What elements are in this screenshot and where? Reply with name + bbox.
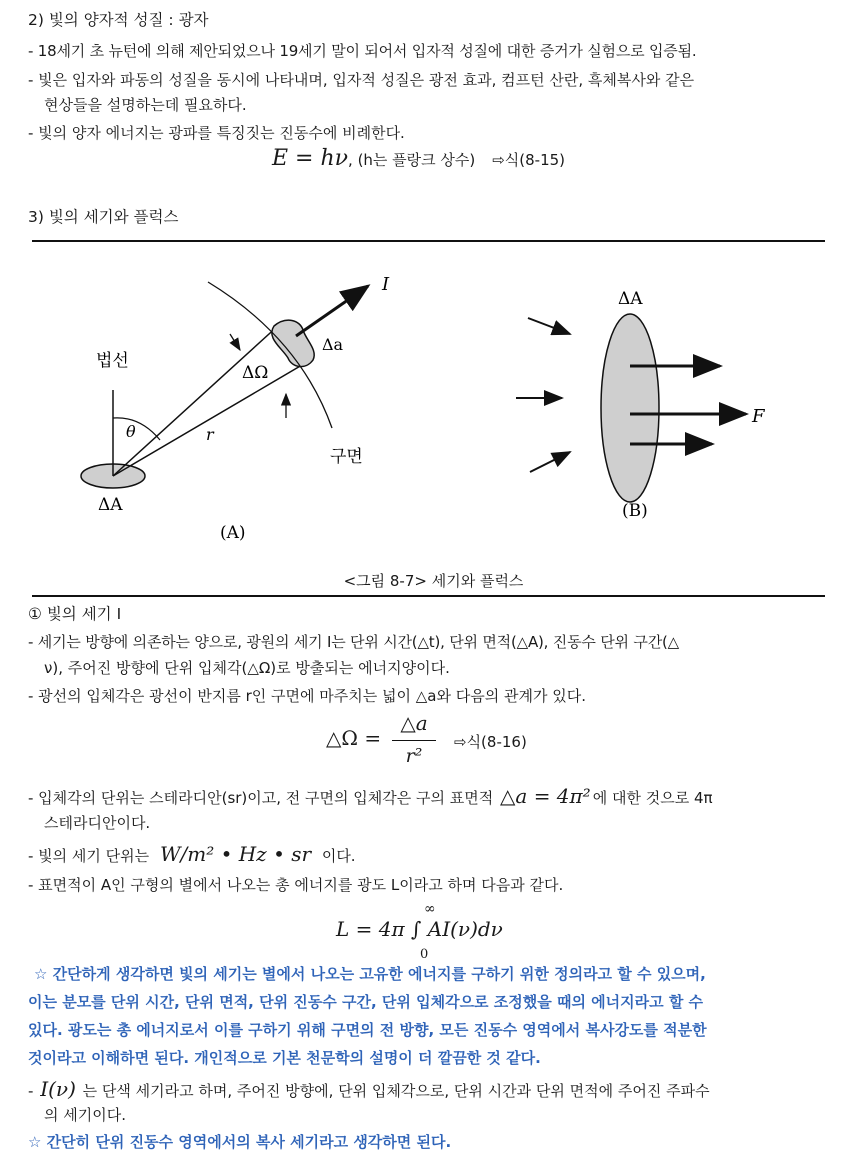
label-da: Δa — [322, 335, 344, 354]
label-dA-left: ΔA — [98, 495, 123, 515]
eq2-upper: ∞ — [424, 901, 436, 917]
label-theta: θ — [126, 422, 136, 441]
bullet-text — [28, 843, 356, 867]
label-r: r — [206, 425, 214, 444]
bullet-text-pre: - 빛의 세기 단위는 — [28, 847, 150, 865]
subsection-heading: ① 빛의 세기 I — [28, 605, 122, 623]
theta-arc — [113, 418, 160, 440]
bullet-text: - 광선의 입체각은 광선이 반지름 r인 구면에 마주치는 넓이 △a와 다음의 관계가 있다. — [28, 687, 586, 705]
note-line: 것이라고 이해하면 된다. 개인적으로 기본 천문학의 설명이 더 깔끔한 것 같다. — [28, 1049, 541, 1067]
note-line: ☆ 간단히 단위 진동수 영역에서의 복사 세기라고 생각하면 된다. — [28, 1133, 452, 1151]
inline-equation: W/m² • Hz • sr — [159, 842, 312, 866]
bullet-text: - 세기는 방향에 의존하는 양으로, 광원의 세기 I는 단위 시간(△t), 단위 면적(△A), 진동수 단위 구간(△ — [28, 633, 679, 651]
divider-bottom — [32, 595, 825, 597]
bullet-text-post: 에 대한 것으로 4π — [592, 789, 713, 807]
equation-body: E = hν — [272, 146, 349, 171]
bullet-text: - 빛의 양자 에너지는 광파를 특징짓는 진동수에 비례한다. — [28, 124, 405, 142]
equation-luminosity — [336, 901, 546, 964]
equation-note: , (h는 플랑크 상수) — [348, 151, 476, 169]
bullet-text: 스테라디안이다. — [44, 814, 151, 832]
eq2-lower: 0 — [420, 947, 429, 962]
label-dOmega: ΔΩ — [242, 363, 269, 383]
eq2-body: L = 4π ∫ AI(ν)dν — [336, 917, 503, 941]
label-sphere: 구면 — [330, 447, 363, 467]
ray-upper — [113, 324, 280, 476]
omega-arrow-top — [230, 334, 240, 350]
label-normal: 법선 — [96, 351, 129, 371]
equation-ref: ⇨식(8-16) — [454, 733, 527, 751]
bullet-text: - 표면적이 A인 구형의 별에서 나오는 총 에너지를 광도 L이라고 하며 다음과 같다. — [28, 876, 564, 894]
bullet-text-pre: - 입체각의 단위는 스테라디안(sr)이고, 전 구면의 입체각은 구의 표면적 — [28, 789, 494, 807]
bullet-text — [28, 785, 713, 809]
equation-8-15 — [272, 148, 565, 171]
bullet-text-post: 는 단색 세기라고 하며, 주어진 방향에, 단위 입체각으로, 단위 시간과 단위 면적에 주어진 주파수 — [82, 1082, 710, 1100]
section-heading-3: 3) 빛의 세기와 플럭스 — [28, 208, 179, 226]
label-panel-A: (A) — [220, 523, 246, 543]
divider-top — [32, 240, 825, 242]
eq-denominator: r² — [405, 745, 423, 767]
intensity-arrow — [296, 286, 368, 336]
label-F: F — [752, 406, 765, 427]
incoming-arrow-3 — [530, 452, 570, 472]
bullet-text: - 18세기 초 뉴턴에 의해 제안되었으나 19세기 말이 되어서 입자적 성질에 대한 증거가 실험으로 입증됨. — [28, 42, 697, 60]
bullet-text-pre: - — [28, 1082, 34, 1100]
bullet-text: ν), 주어진 방향에 단위 입체각(△Ω)로 방출되는 에너지양이다. — [44, 659, 450, 677]
eq-lhs: △Ω = — [326, 726, 382, 750]
label-panel-B: (B) — [622, 501, 648, 521]
area-ellipse-right — [601, 314, 659, 502]
section-heading-2: 2) 빛의 양자적 성질 : 광자 — [28, 11, 209, 29]
bullet-text: 의 세기이다. — [44, 1106, 126, 1124]
bullet-text-post: 이다. — [321, 847, 356, 865]
inline-equation: △a = 4π² — [500, 784, 591, 808]
bullet-text: - 빛은 입자와 파동의 성질을 동시에 나타내며, 입자적 성질은 광전 효과, 컴프턴 산란, 흑체복사와 같은 — [28, 71, 695, 89]
note-line: ☆ 간단하게 생각하면 빛의 세기는 별에서 나오는 고유한 에너지를 구하기 위한 정의라고 할 수 있으며, — [34, 965, 706, 983]
incoming-arrow-1 — [528, 318, 570, 334]
bullet-text: 현상들을 설명하는데 필요하다. — [44, 96, 247, 114]
figure-intensity-flux — [0, 250, 867, 590]
label-dA-right: ΔA — [618, 289, 643, 309]
inline-equation: I(ν) — [40, 1077, 76, 1101]
label-I: I — [382, 274, 390, 295]
note-line: 있다. 광도는 총 에너지로서 이를 구하기 위해 구면의 전 방향, 모든 진동수 영역에서 복사강도를 적분한 — [28, 1021, 707, 1039]
figure-caption: <그림 8-7> 세기와 플럭스 — [343, 572, 524, 590]
note-line: 이는 분모를 단위 시간, 단위 면적, 단위 진동수 구간, 단위 입체각으로 조정했을 때의 에너지라고 할 수 — [28, 993, 704, 1011]
bullet-text — [28, 1078, 710, 1102]
fraction-bar — [392, 740, 436, 741]
equation-ref: ⇨식(8-15) — [492, 151, 566, 169]
eq-numerator: △a — [400, 711, 428, 735]
ray-lower — [113, 365, 302, 476]
